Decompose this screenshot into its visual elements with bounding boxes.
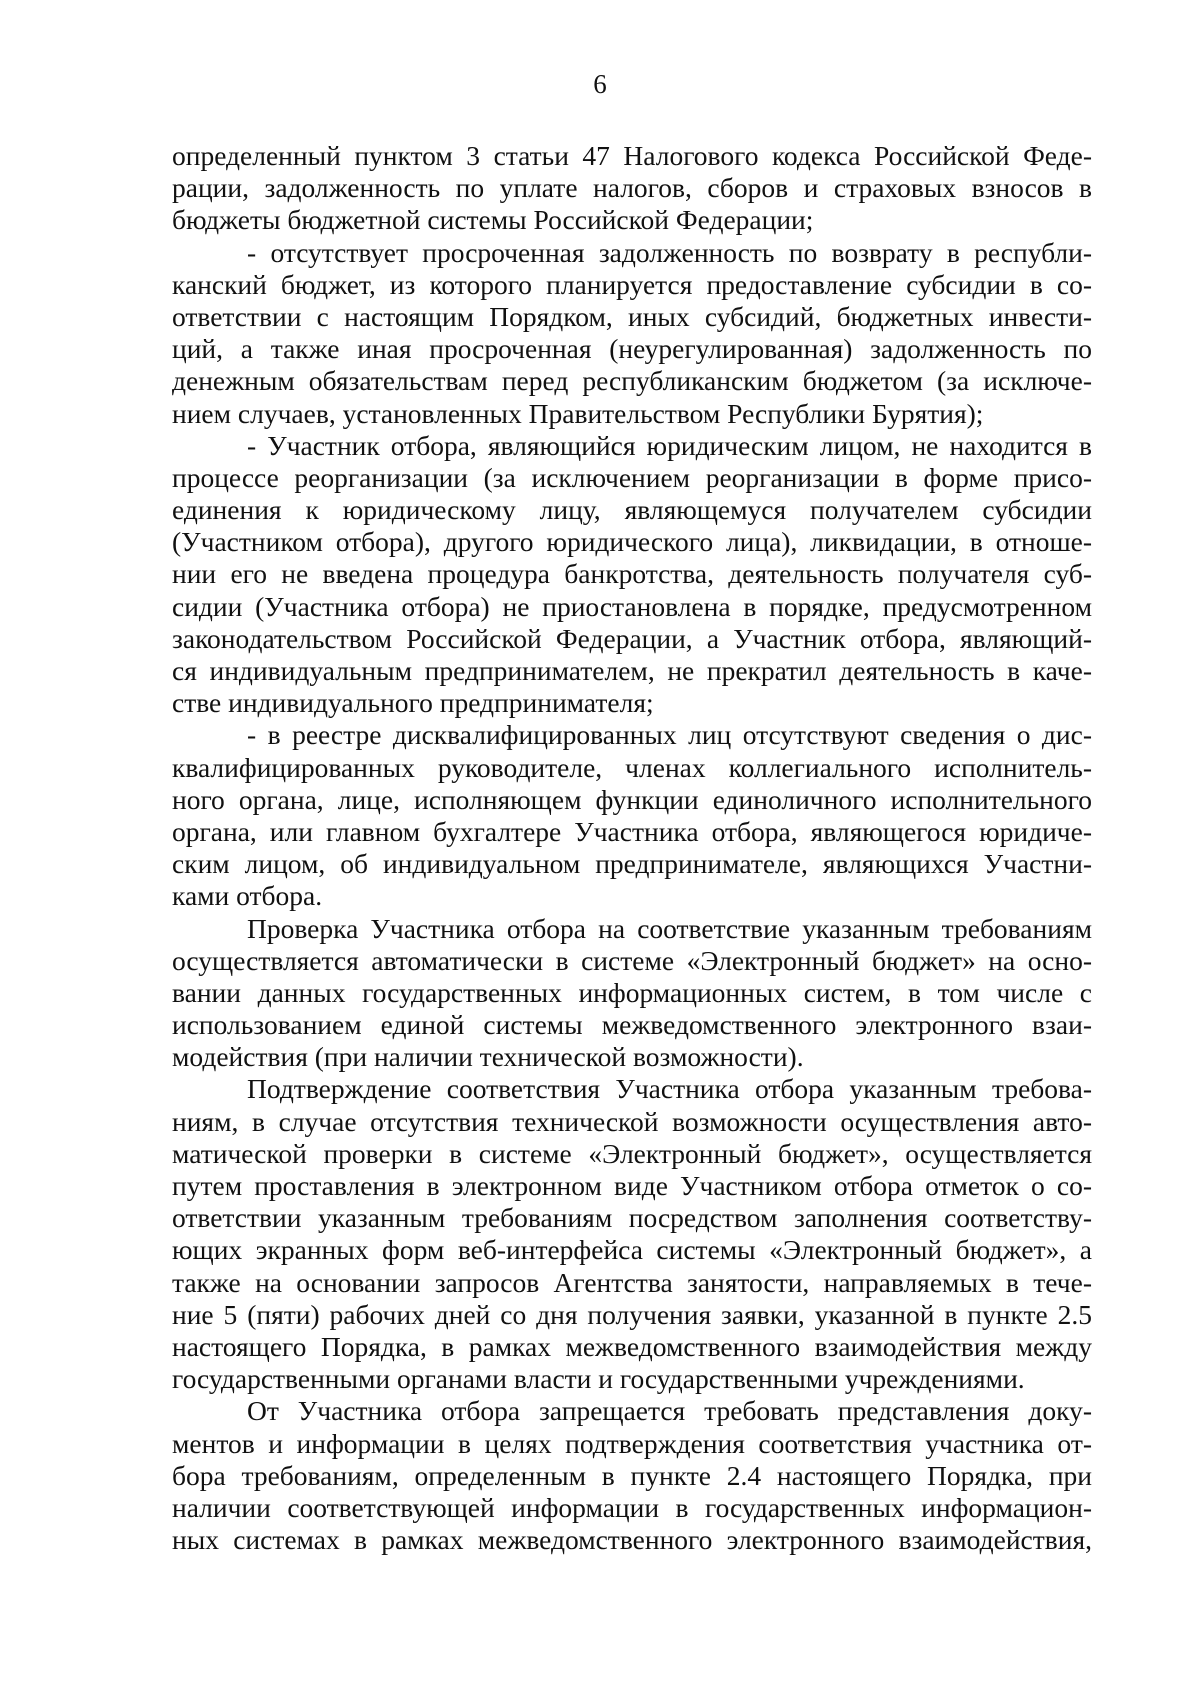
document-body bbox=[172, 140, 1092, 1556]
text-line: ками отбора. bbox=[172, 880, 323, 912]
text-line: Подтверждение соответствия Участника отбора указанным требова- bbox=[247, 1073, 1092, 1105]
text-line: настоящего Порядка, в рамках межведомственного взаимодействия между bbox=[172, 1330, 1092, 1362]
text-line: стве индивидуального предпринимателя; bbox=[172, 687, 654, 719]
paragraph bbox=[172, 430, 1092, 720]
text-line: ответствии с настоящим Порядком, иных субсидий, бюджетных инвести- bbox=[172, 300, 1092, 332]
text-line: наличии соответствующей информации в государственных информацион- bbox=[172, 1491, 1092, 1523]
text-line: вании данных государственных информационных систем, в том числе с bbox=[172, 976, 1092, 1008]
text-line: рации, задолженность по уплате налогов, сборов и страховых взносов в bbox=[172, 172, 1092, 204]
text-line: - Участник отбора, являющийся юридическим лицом, не находится в bbox=[247, 429, 1092, 461]
paragraph bbox=[172, 1073, 1092, 1395]
text-line: ответствии указанным требованиям посредством заполнения соответству- bbox=[172, 1202, 1092, 1234]
text-line: денежным обязательствам перед республиканским бюджетом (за исключе- bbox=[172, 365, 1092, 397]
text-line: - отсутствует просроченная задолженность по возврату в республи- bbox=[247, 236, 1092, 268]
text-line: сидии (Участника отбора) не приостановлена в порядке, предусмотренном bbox=[172, 590, 1092, 622]
text-line: путем проставления в электронном виде Участником отбора отметок о со- bbox=[172, 1170, 1092, 1201]
text-line: ций, а также иная просроченная (неурегулированная) задолженность по bbox=[172, 333, 1092, 365]
text-line: законодательством Российской Федерации, а Участник отбора, являющий- bbox=[172, 622, 1092, 654]
text-line: ных системах в рамках межведомственного электронного взаимодействия, bbox=[172, 1524, 1092, 1556]
text-line: ниям, в случае отсутствия технической возможности осуществления авто- bbox=[172, 1105, 1092, 1137]
text-line: матической проверки в системе «Электронный бюджет», осуществляется bbox=[172, 1137, 1092, 1169]
text-line: единения к юридическому лицу, являющемуся получателем субсидии bbox=[172, 494, 1092, 526]
text-line: Проверка Участника отбора на соответствие указанным требованиям bbox=[247, 912, 1092, 944]
text-line: использованием единой системы межведомственного электронного взаи- bbox=[172, 1009, 1092, 1041]
text-line: ного органа, лице, исполняющем функции единоличного исполнительного bbox=[172, 783, 1092, 815]
text-line: государственными органами власти и государственными учреждениями. bbox=[172, 1363, 1025, 1395]
text-line: ся индивидуальным предпринимателем, не прекратил деятельность в каче- bbox=[172, 655, 1092, 686]
text-line: органа, или главном бухгалтере Участника отбора, являющегося юридиче- bbox=[172, 815, 1092, 847]
text-line: канский бюджет, из которого планируется предоставление субсидии в со- bbox=[172, 268, 1092, 300]
text-line: ющих экранных форм веб-интерфейса системы «Электронный бюджет», а bbox=[172, 1234, 1092, 1266]
text-line: модействия (при наличии технической возможности). bbox=[172, 1041, 804, 1073]
paragraph bbox=[172, 140, 1092, 237]
paragraph bbox=[172, 913, 1092, 1074]
text-line: бора требованиям, определенным в пункте 2.4 настоящего Порядка, при bbox=[172, 1459, 1092, 1491]
paragraph bbox=[172, 1395, 1092, 1556]
text-line: бюджеты бюджетной системы Российской Федерации; bbox=[172, 204, 814, 236]
text-line: процессе реорганизации (за исключением реорганизации в форме присо- bbox=[172, 461, 1092, 493]
paragraph bbox=[172, 719, 1092, 912]
text-line: ментов и информации в целях подтверждения соответствия участника от- bbox=[172, 1427, 1092, 1459]
text-line: нием случаев, установленных Правительством Республики Бурятия); bbox=[172, 397, 984, 429]
text-line: - в реестре дисквалифицированных лиц отсутствуют сведения о дис- bbox=[247, 719, 1092, 751]
text-line: ние 5 (пяти) рабочих дней со дня получения заявки, указанной в пункте 2.5 bbox=[172, 1298, 1092, 1330]
text-line: квалифицированных руководителе, членах коллегиального исполнитель- bbox=[172, 751, 1092, 783]
text-line: нии его не введена процедура банкротства, деятельность получателя суб- bbox=[172, 558, 1092, 590]
text-line: осуществляется автоматически в системе «Электронный бюджет» на осно- bbox=[172, 944, 1092, 976]
text-line: (Участником отбора), другого юридического лица), ликвидации, в отноше- bbox=[172, 526, 1092, 558]
text-line: ским лицом, об индивидуальном предпринимателе, являющихся Участни- bbox=[172, 848, 1092, 880]
text-line: определенный пунктом 3 статьи 47 Налогового кодекса Российской Феде- bbox=[172, 140, 1092, 171]
page-number: 6 bbox=[593, 69, 607, 99]
text-line: также на основании запросов Агентства занятости, направляемых в тече- bbox=[172, 1266, 1092, 1298]
paragraph bbox=[172, 237, 1092, 430]
text-line: От Участника отбора запрещается требовать представления доку- bbox=[247, 1395, 1092, 1427]
